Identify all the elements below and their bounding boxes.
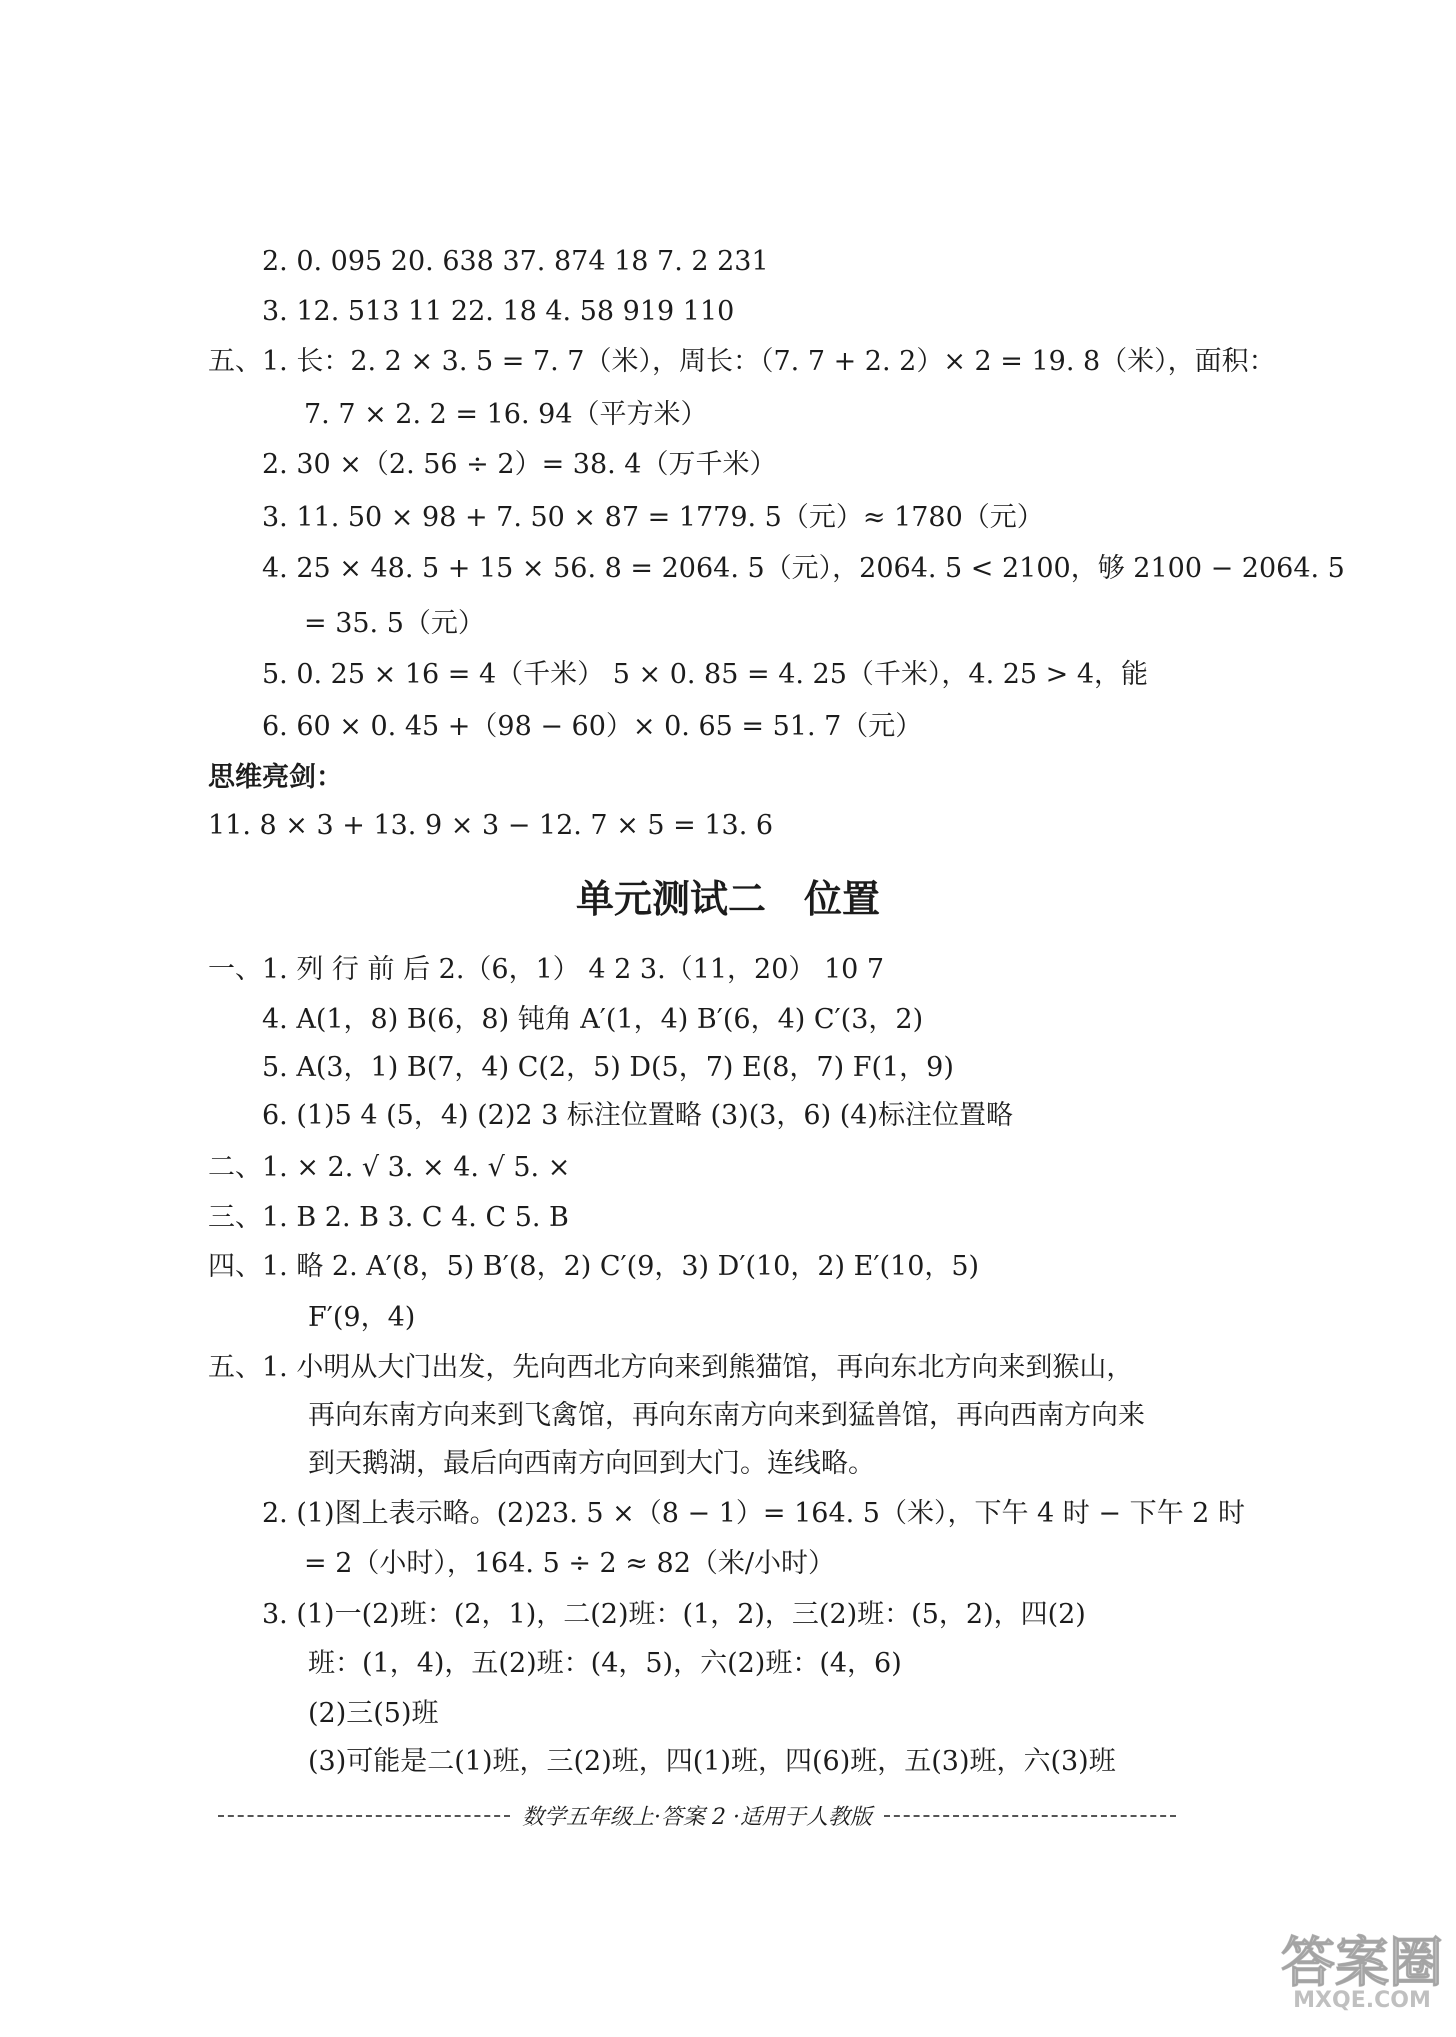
answer-line: 2. 0. 095 20. 638 37. 874 18 7. 2 231 <box>262 246 769 277</box>
answer-line: 四、1. 略 2. A′(8，5) B′(8，2) C′(9，3) D′(10，2) E′(10，5) <box>208 1251 980 1282</box>
answer-line: 五、1. 小明从大门出发，先向西北方向来到熊猫馆，再向东北方向来到猴山， <box>208 1352 1134 1383</box>
answer-line: 6. 60 × 0. 45 +（98 − 60）× 0. 65 = 51. 7（元） <box>262 711 923 742</box>
footer-text: 数学五年级上·答案 2 ·适用于人教版 <box>522 1805 872 1830</box>
answer-line: 三、1. B 2. B 3. C 4. C 5. B <box>208 1202 569 1233</box>
answer-line: 班：(1，4)，五(2)班：(4，5)，六(2)班：(4，6) <box>308 1648 902 1679</box>
answer-line: = 2（小时），164. 5 ÷ 2 ≈ 82（米/小时） <box>304 1548 835 1579</box>
answer-line: 2. (1)图上表示略。(2)23. 5 ×（8 − 1）= 164. 5（米），下午 4 时 − 下午 2 时 <box>262 1498 1245 1529</box>
page-footer <box>218 1800 1176 1831</box>
answer-line: 6. (1)5 4 (5，4) (2)2 3 标注位置略 (3)(3，6) (4)标注位置略 <box>262 1100 1013 1131</box>
answer-line: 7. 7 × 2. 2 = 16. 94（平方米） <box>304 399 708 430</box>
answer-line: 4. A(1，8) B(6，8) 钝角 A′(1，4) B′(6，4) C′(3，2) <box>262 1004 924 1035</box>
section-title: 单元测试二 位置 <box>575 877 880 921</box>
footer-divider-right <box>884 1815 1176 1817</box>
answer-line: 2. 30 ×（2. 56 ÷ 2）= 38. 4（万千米） <box>262 449 777 480</box>
answer-line: 3. 12. 513 11 22. 18 4. 58 919 110 <box>262 296 735 327</box>
watermark-url: MXQE.COM <box>1293 1988 1431 2013</box>
answer-line: 11. 8 × 3 + 13. 9 × 3 − 12. 7 × 5 = 13. 6 <box>208 810 774 841</box>
answer-line: = 35. 5（元） <box>304 608 485 639</box>
answer-line: 5. 0. 25 × 16 = 4（千米） 5 × 0. 85 = 4. 25（千米），4. 25 > 4，能 <box>262 659 1149 690</box>
answer-line: 五、1. 长：2. 2 × 3. 5 = 7. 7（米），周长：（7. 7 + 2. 2）× 2 = 19. 8（米），面积： <box>208 346 1276 377</box>
watermark-logo-text: 答案圈 <box>1281 1931 1443 1994</box>
answer-line: 到天鹅湖，最后向西南方向回到大门。连线略。 <box>308 1448 875 1479</box>
answer-line: 二、1. × 2. √ 3. × 4. √ 5. × <box>208 1152 571 1183</box>
answer-line: (2)三(5)班 <box>308 1698 439 1729</box>
answer-line: 5. A(3，1) B(7，4) C(2，5) D(5，7) E(8，7) F(1，9) <box>262 1052 954 1083</box>
answer-line: 3. 11. 50 × 98 + 7. 50 × 87 = 1779. 5（元）≈ 1780（元） <box>262 502 1044 533</box>
footer-divider-left <box>218 1815 510 1817</box>
answer-line: 3. (1)一(2)班：(2，1)，二(2)班：(1，2)，三(2)班：(5，2)，四(2) <box>262 1599 1086 1630</box>
watermark-logo <box>1272 1920 1452 2020</box>
answer-line: 一、1. 列 行 前 后 2.（6，1） 4 2 3.（11，20） 10 7 <box>208 954 885 985</box>
answer-line: 4. 25 × 48. 5 + 15 × 56. 8 = 2064. 5（元），2064. 5 < 2100，够 2100 − 2064. 5 <box>262 553 1345 584</box>
answer-line: F′(9，4) <box>308 1302 416 1333</box>
answer-line: (3)可能是二(1)班，三(2)班，四(1)班，四(6)班，五(3)班，六(3)班 <box>308 1746 1116 1777</box>
thinking-challenge-heading: 思维亮剑： <box>208 762 343 793</box>
answer-line: 再向东南方向来到飞禽馆，再向东南方向来到猛兽馆，再向西南方向来 <box>308 1400 1145 1431</box>
